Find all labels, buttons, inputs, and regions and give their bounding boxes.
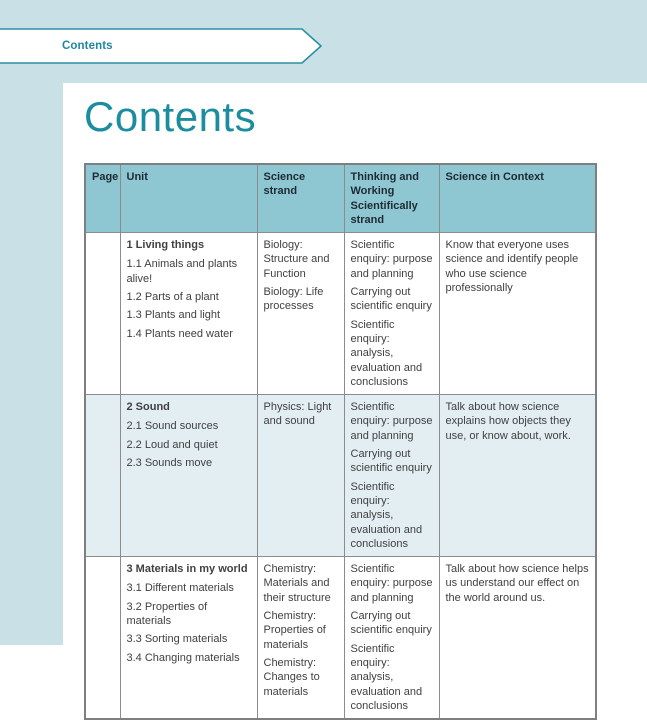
breadcrumb-label: Contents bbox=[62, 40, 113, 52]
cell-unit bbox=[120, 395, 257, 557]
cell-science-in-context bbox=[439, 557, 596, 719]
unit-title: 1 Living things bbox=[126, 239, 205, 252]
cell-page bbox=[85, 233, 120, 395]
unit-title: 2 Sound bbox=[126, 401, 170, 414]
list-item: 2.1 Sound sources bbox=[126, 420, 219, 433]
breadcrumb-arrow-shape bbox=[0, 27, 330, 65]
list-item: Biology: Structure and Function bbox=[263, 239, 330, 280]
list-item: 2.2 Loud and quiet bbox=[126, 438, 218, 451]
list-item: Chemistry: Changes to materials bbox=[263, 656, 320, 698]
cell-science-in-context bbox=[439, 233, 596, 395]
page-title: Contents bbox=[84, 93, 257, 140]
list-item: 1.4 Plants need water bbox=[126, 327, 233, 340]
list-item: Scientific enquiry: analysis, evaluation and conclusions bbox=[350, 480, 423, 550]
cell-science-strand bbox=[257, 557, 344, 719]
context-text: Talk about how science helps us understand our effect on the world around us. bbox=[445, 563, 589, 604]
list-item: Scientific enquiry: purpose and planning bbox=[350, 563, 433, 604]
table-row bbox=[85, 395, 596, 557]
list-item: Scientific enquiry: purpose and planning bbox=[350, 401, 433, 442]
cell-unit bbox=[120, 233, 257, 395]
table-row bbox=[85, 557, 596, 719]
list-item: Scientific enquiry: purpose and planning bbox=[350, 239, 433, 280]
cell-tws-strand bbox=[344, 395, 439, 557]
cell-unit bbox=[120, 557, 257, 719]
unit-items bbox=[127, 257, 251, 340]
left-margin-strip bbox=[0, 83, 63, 645]
context-text: Talk about how science explains how objects they use, or know about, work. bbox=[445, 401, 571, 442]
header-science-strand: Science strand bbox=[257, 164, 344, 233]
unit-title: 3 Materials in my world bbox=[126, 563, 248, 576]
list-item: Scientific enquiry: analysis, evaluation and conclusions bbox=[350, 642, 423, 712]
list-item: Carrying out scientific enquiry bbox=[350, 286, 432, 313]
list-item: 3.4 Changing materials bbox=[126, 651, 240, 664]
list-item: Carrying out scientific enquiry bbox=[350, 610, 432, 637]
cell-tws-strand bbox=[344, 233, 439, 395]
list-item: 2.3 Sounds move bbox=[126, 457, 213, 470]
list-item: 3.3 Sorting materials bbox=[126, 633, 228, 646]
unit-items bbox=[127, 581, 251, 664]
list-item: 1.2 Parts of a plant bbox=[126, 291, 219, 304]
list-item: Physics: Light and sound bbox=[263, 401, 332, 428]
list-item: 1.1 Animals and plants alive! bbox=[126, 258, 238, 285]
table-header-row bbox=[85, 164, 596, 233]
context-text: Know that everyone uses science and identify people who use science professionally bbox=[445, 239, 579, 295]
cell-science-strand bbox=[257, 233, 344, 395]
cell-tws-strand bbox=[344, 557, 439, 719]
cell-page bbox=[85, 395, 120, 557]
contents-table bbox=[84, 163, 597, 720]
list-item: 1.3 Plants and light bbox=[126, 309, 221, 322]
list-item: Biology: Life processes bbox=[263, 286, 324, 313]
header-page: Page bbox=[85, 164, 120, 233]
list-item: 3.1 Different materials bbox=[126, 582, 234, 595]
list-item: Carrying out scientific enquiry bbox=[350, 448, 432, 475]
unit-items bbox=[127, 419, 251, 470]
list-item: Scientific enquiry: analysis, evaluation and conclusions bbox=[350, 318, 423, 388]
cell-page bbox=[85, 557, 120, 719]
list-item: Chemistry: Materials and their structure bbox=[263, 563, 331, 604]
list-item: Chemistry: Properties of materials bbox=[263, 610, 326, 651]
header-tws-strand: Thinking and Working Scientifically strand bbox=[344, 164, 439, 233]
table-row bbox=[85, 233, 596, 395]
breadcrumb bbox=[0, 27, 330, 65]
list-item: 3.2 Properties of materials bbox=[126, 600, 208, 628]
header-unit: Unit bbox=[120, 164, 257, 233]
cell-science-in-context bbox=[439, 395, 596, 557]
header-science-in-context: Science in Context bbox=[439, 164, 596, 233]
cell-science-strand bbox=[257, 395, 344, 557]
